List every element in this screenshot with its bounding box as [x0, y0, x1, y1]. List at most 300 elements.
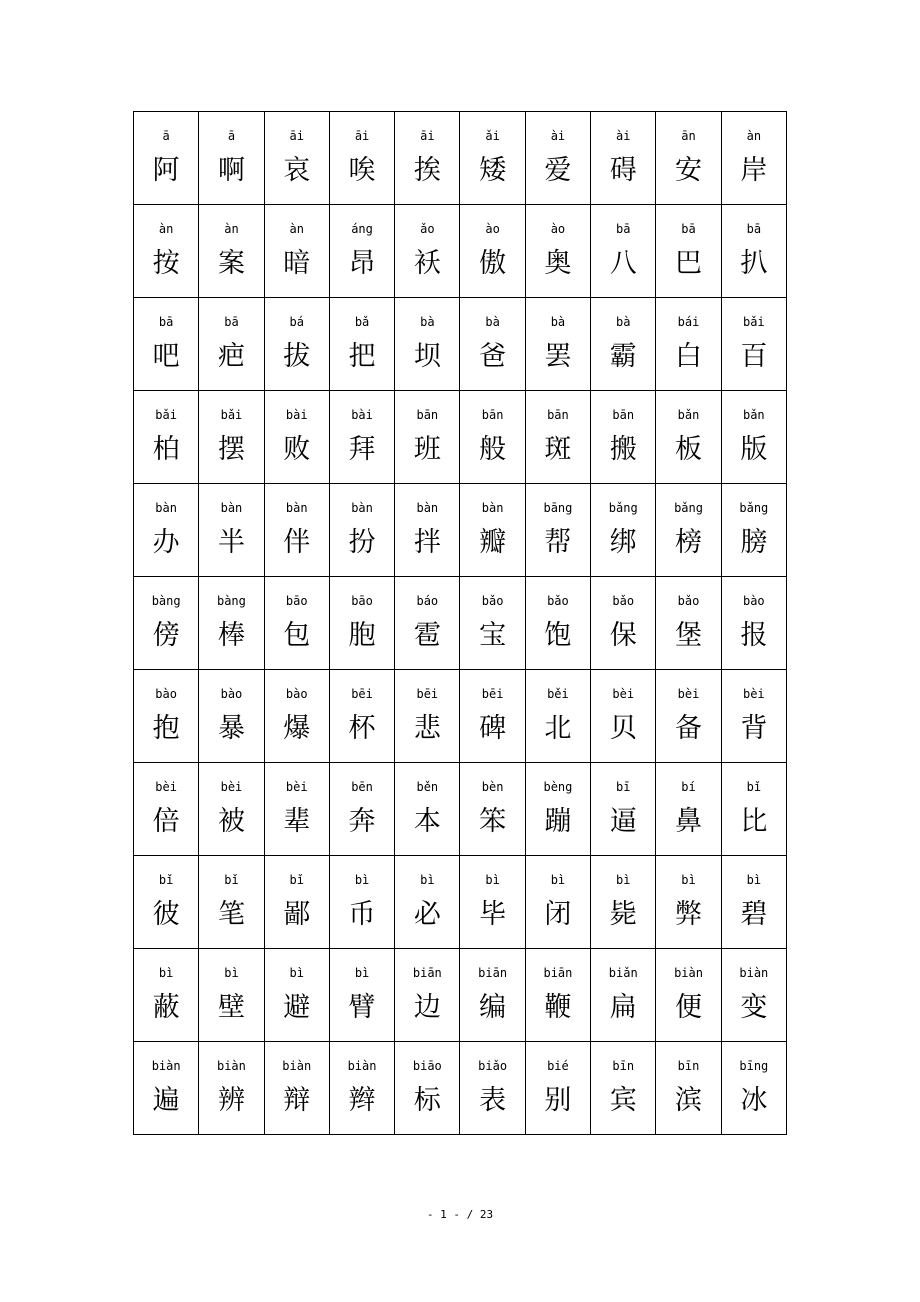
- hanzi-character: 辩: [283, 1085, 311, 1116]
- char-cell: [134, 949, 199, 1042]
- hanzi-character: 爸: [479, 341, 507, 372]
- hanzi-character: 碧: [740, 899, 768, 930]
- char-cell: [721, 391, 786, 484]
- hanzi-character: 被: [217, 806, 245, 837]
- pinyin-label: bái: [677, 315, 700, 329]
- pinyin-label: báo: [416, 594, 439, 608]
- hanzi-character: 毙: [609, 899, 637, 930]
- char-cell: [721, 205, 786, 298]
- char-cell: [395, 577, 460, 670]
- hanzi-character: 傍: [152, 620, 180, 651]
- table-body: [134, 112, 787, 1135]
- hanzi-character: 爆: [283, 713, 311, 744]
- char-cell: [591, 112, 656, 205]
- hanzi-character: 柏: [152, 434, 180, 465]
- char-cell: [329, 205, 394, 298]
- pinyin-label: biàn: [739, 966, 769, 980]
- pinyin-label: bēi: [416, 687, 439, 701]
- table-row: [134, 484, 787, 577]
- pinyin-label: bàn: [351, 501, 373, 515]
- pinyin-label: áng: [351, 222, 373, 236]
- char-cell: [134, 484, 199, 577]
- char-cell: [199, 391, 264, 484]
- char-cell: [329, 298, 394, 391]
- pinyin-label: bīn: [677, 1059, 700, 1073]
- hanzi-character: 壁: [217, 992, 245, 1023]
- pinyin-character-table: [133, 111, 787, 1135]
- char-cell: [134, 391, 199, 484]
- char-cell: [134, 1042, 199, 1135]
- char-cell: [721, 112, 786, 205]
- char-cell: [134, 763, 199, 856]
- pinyin-label: bēi: [351, 687, 373, 701]
- hanzi-character: 避: [283, 992, 311, 1023]
- pinyin-label: biàn: [282, 1059, 312, 1073]
- hanzi-character: 白: [675, 341, 703, 372]
- char-cell: [329, 577, 394, 670]
- char-cell: [264, 205, 329, 298]
- table-row: [134, 205, 787, 298]
- hanzi-character: 雹: [413, 620, 441, 651]
- pinyin-label: bì: [354, 873, 370, 887]
- pinyin-label: biǎo: [478, 1059, 508, 1073]
- pinyin-label: āi: [420, 129, 435, 143]
- pinyin-label: bié: [547, 1059, 569, 1073]
- hanzi-character: 唉: [348, 155, 376, 186]
- hanzi-character: 备: [675, 713, 703, 744]
- pinyin-label: àn: [158, 222, 174, 236]
- char-cell: [199, 856, 264, 949]
- hanzi-character: 斑: [544, 434, 572, 465]
- pinyin-label: bàn: [220, 501, 243, 515]
- char-cell: [264, 112, 329, 205]
- char-cell: [329, 1042, 394, 1135]
- pinyin-label: bà: [485, 315, 500, 329]
- char-cell: [395, 856, 460, 949]
- hanzi-character: 抱: [152, 713, 180, 744]
- char-cell: [525, 1042, 590, 1135]
- pinyin-label: biàn: [151, 1059, 181, 1073]
- pinyin-label: bǎo: [547, 594, 569, 608]
- hanzi-character: 本: [413, 806, 441, 837]
- char-cell: [199, 205, 264, 298]
- char-cell: [721, 484, 786, 577]
- char-cell: [395, 763, 460, 856]
- pinyin-label: bǎo: [481, 594, 504, 608]
- hanzi-character: 标: [413, 1085, 441, 1116]
- char-cell: [199, 1042, 264, 1135]
- hanzi-character: 蔽: [152, 992, 180, 1023]
- pinyin-label: bāo: [351, 594, 373, 608]
- hanzi-character: 弊: [675, 899, 703, 930]
- hanzi-character: 暗: [283, 248, 311, 279]
- pinyin-label: bèi: [155, 780, 177, 794]
- char-cell: [264, 391, 329, 484]
- char-cell: [460, 670, 525, 763]
- char-cell: [656, 1042, 721, 1135]
- pinyin-label: ào: [485, 222, 500, 236]
- char-cell: [591, 1042, 656, 1135]
- table-row: [134, 298, 787, 391]
- hanzi-character: 班: [413, 434, 441, 465]
- hanzi-character: 榜: [675, 527, 703, 558]
- char-cell: [134, 577, 199, 670]
- pinyin-label: bā: [681, 222, 696, 236]
- char-cell: [591, 484, 656, 577]
- table-row: [134, 391, 787, 484]
- hanzi-character: 棒: [217, 620, 245, 651]
- hanzi-character: 板: [675, 434, 703, 465]
- pinyin-label: bān: [612, 408, 635, 422]
- pinyin-label: bì: [616, 873, 631, 887]
- pinyin-label: bā: [158, 315, 174, 329]
- hanzi-character: 鼻: [675, 806, 703, 837]
- hanzi-character: 鄙: [283, 899, 311, 930]
- char-cell: [656, 391, 721, 484]
- hanzi-character: 便: [675, 992, 703, 1023]
- pinyin-label: biàn: [216, 1059, 246, 1073]
- hanzi-character: 岸: [740, 155, 768, 186]
- pinyin-label: běn: [416, 780, 439, 794]
- char-cell: [656, 577, 721, 670]
- char-cell: [329, 949, 394, 1042]
- char-cell: [264, 949, 329, 1042]
- pinyin-label: biāo: [412, 1059, 442, 1073]
- pinyin-label: àn: [746, 129, 762, 143]
- pinyin-label: bǐ: [224, 873, 239, 887]
- hanzi-character: 鞭: [544, 992, 572, 1023]
- char-cell: [591, 391, 656, 484]
- pinyin-label: ā: [227, 129, 236, 143]
- hanzi-character: 蹦: [544, 806, 572, 837]
- char-cell: [199, 112, 264, 205]
- char-cell: [460, 484, 525, 577]
- hanzi-character: 昂: [348, 248, 376, 279]
- char-cell: [721, 670, 786, 763]
- char-cell: [134, 112, 199, 205]
- hanzi-character: 霸: [609, 341, 637, 372]
- char-cell: [329, 763, 394, 856]
- hanzi-character: 搬: [609, 434, 637, 465]
- hanzi-character: 编: [479, 992, 507, 1023]
- hanzi-character: 贝: [609, 713, 637, 744]
- pinyin-label: bèi: [612, 687, 635, 701]
- pinyin-label: āi: [289, 129, 304, 143]
- char-cell: [264, 298, 329, 391]
- char-cell: [460, 949, 525, 1042]
- char-cell: [460, 763, 525, 856]
- hanzi-character: 般: [479, 434, 507, 465]
- pinyin-label: bèn: [481, 780, 504, 794]
- char-cell: [591, 577, 656, 670]
- pinyin-label: bì: [485, 873, 500, 887]
- char-cell: [395, 1042, 460, 1135]
- char-cell: [721, 763, 786, 856]
- hanzi-character: 拌: [413, 527, 441, 558]
- hanzi-character: 比: [740, 806, 768, 837]
- pinyin-label: bān: [416, 408, 439, 422]
- pinyin-label: bǐ: [289, 873, 304, 887]
- hanzi-character: 按: [152, 248, 180, 279]
- char-cell: [329, 670, 394, 763]
- hanzi-character: 吧: [152, 341, 180, 372]
- pinyin-label: bèng: [543, 780, 573, 794]
- hanzi-character: 冰: [740, 1085, 768, 1116]
- pinyin-label: bào: [155, 687, 177, 701]
- pinyin-label: ān: [681, 129, 696, 143]
- char-cell: [395, 205, 460, 298]
- char-cell: [134, 856, 199, 949]
- hanzi-character: 辈: [283, 806, 311, 837]
- char-cell: [460, 856, 525, 949]
- char-cell: [460, 577, 525, 670]
- char-cell: [721, 577, 786, 670]
- pinyin-label: bǎn: [677, 408, 700, 422]
- char-cell: [591, 298, 656, 391]
- hanzi-character: 逼: [609, 806, 637, 837]
- hanzi-character: 奥: [544, 248, 572, 279]
- pinyin-label: bàn: [285, 501, 308, 515]
- char-cell: [525, 205, 590, 298]
- pinyin-label: bá: [289, 315, 304, 329]
- char-cell: [656, 856, 721, 949]
- hanzi-character: 碑: [479, 713, 507, 744]
- char-cell: [264, 484, 329, 577]
- hanzi-character: 袄: [413, 248, 441, 279]
- hanzi-character: 胞: [348, 620, 376, 651]
- char-cell: [395, 949, 460, 1042]
- char-cell: [525, 577, 590, 670]
- hanzi-character: 摆: [217, 434, 245, 465]
- char-cell: [329, 112, 394, 205]
- pinyin-label: biān: [543, 966, 573, 980]
- char-cell: [525, 298, 590, 391]
- pinyin-label: bì: [681, 873, 696, 887]
- pinyin-label: ā: [162, 129, 170, 143]
- hanzi-character: 遍: [152, 1085, 180, 1116]
- char-cell: [460, 298, 525, 391]
- pinyin-label: bān: [547, 408, 569, 422]
- char-cell: [721, 856, 786, 949]
- pinyin-label: bān: [481, 408, 504, 422]
- char-cell: [656, 112, 721, 205]
- pinyin-label: bí: [681, 780, 696, 794]
- pinyin-label: bì: [224, 966, 239, 980]
- pinyin-label: bǎo: [612, 594, 635, 608]
- char-cell: [134, 205, 199, 298]
- pinyin-label: bàn: [416, 501, 439, 515]
- table-row: [134, 577, 787, 670]
- pinyin-label: ào: [550, 222, 566, 236]
- hanzi-character: 安: [675, 155, 703, 186]
- hanzi-character: 毕: [479, 899, 507, 930]
- hanzi-character: 案: [217, 248, 245, 279]
- hanzi-character: 版: [740, 434, 768, 465]
- hanzi-character: 边: [413, 992, 441, 1023]
- char-cell: [134, 298, 199, 391]
- hanzi-character: 悲: [413, 713, 441, 744]
- table-row: [134, 1042, 787, 1135]
- pinyin-label: bēi: [481, 687, 504, 701]
- table-row: [134, 856, 787, 949]
- pinyin-label: ài: [550, 129, 566, 143]
- hanzi-character: 杯: [348, 713, 376, 744]
- pinyin-label: bèi: [677, 687, 700, 701]
- pinyin-label: bào: [285, 687, 308, 701]
- pinyin-label: bāo: [285, 594, 308, 608]
- char-cell: [591, 949, 656, 1042]
- char-cell: [395, 484, 460, 577]
- char-cell: [656, 298, 721, 391]
- pinyin-label: bà: [550, 315, 566, 329]
- hanzi-character: 爱: [544, 155, 572, 186]
- hanzi-character: 必: [413, 899, 441, 930]
- char-cell: [329, 391, 394, 484]
- char-cell: [525, 949, 590, 1042]
- pinyin-label: àn: [224, 222, 239, 236]
- hanzi-character: 堡: [675, 620, 703, 651]
- page-number-footer: - 1 - / 23: [426, 1208, 494, 1221]
- hanzi-character: 奔: [348, 806, 376, 837]
- pinyin-label: bāng: [543, 501, 573, 515]
- hanzi-character: 扒: [740, 248, 768, 279]
- char-cell: [525, 484, 590, 577]
- hanzi-character: 啊: [217, 155, 245, 186]
- char-cell: [199, 670, 264, 763]
- pinyin-label: bǎng: [608, 501, 638, 515]
- hanzi-character: 伴: [283, 527, 311, 558]
- char-cell: [525, 856, 590, 949]
- pinyin-label: ài: [616, 129, 631, 143]
- char-cell: [329, 484, 394, 577]
- pinyin-label: bǎi: [742, 315, 765, 329]
- hanzi-character: 傲: [479, 248, 507, 279]
- char-cell: [656, 763, 721, 856]
- pinyin-label: bà: [420, 315, 435, 329]
- hanzi-character: 辫: [348, 1085, 376, 1116]
- hanzi-character: 暴: [217, 713, 245, 744]
- pinyin-label: bì: [420, 873, 435, 887]
- hanzi-character: 碍: [609, 155, 637, 186]
- pinyin-label: bǎo: [677, 594, 700, 608]
- hanzi-character: 表: [479, 1085, 507, 1116]
- hanzi-character: 保: [609, 620, 637, 651]
- hanzi-character: 报: [740, 620, 768, 651]
- char-cell: [721, 949, 786, 1042]
- char-cell: [199, 949, 264, 1042]
- char-cell: [591, 763, 656, 856]
- pinyin-label: bā: [746, 222, 762, 236]
- pinyin-label: bì: [158, 966, 174, 980]
- hanzi-character: 别: [544, 1085, 572, 1116]
- pinyin-label: bèi: [742, 687, 765, 701]
- pinyin-label: biàn: [347, 1059, 377, 1073]
- hanzi-character: 背: [740, 713, 768, 744]
- hanzi-character: 闭: [544, 899, 572, 930]
- hanzi-character: 矮: [479, 155, 507, 186]
- char-cell: [525, 391, 590, 484]
- pinyin-label: ǎo: [420, 222, 435, 236]
- hanzi-character: 宾: [609, 1085, 637, 1116]
- char-cell: [395, 112, 460, 205]
- hanzi-character: 滨: [675, 1085, 703, 1116]
- char-cell: [395, 298, 460, 391]
- hanzi-character: 彼: [152, 899, 180, 930]
- pinyin-label: bēn: [351, 780, 373, 794]
- hanzi-character: 哀: [283, 155, 311, 186]
- pinyin-label: biān: [478, 966, 508, 980]
- pinyin-label: àn: [289, 222, 304, 236]
- pinyin-label: bài: [285, 408, 308, 422]
- pinyin-label: bīng: [739, 1059, 769, 1073]
- char-cell: [264, 577, 329, 670]
- hanzi-character: 挨: [413, 155, 441, 186]
- char-cell: [460, 391, 525, 484]
- pinyin-label: ǎi: [485, 129, 500, 143]
- pinyin-label: biǎn: [608, 966, 638, 980]
- hanzi-character: 包: [283, 620, 311, 651]
- pinyin-label: bā: [224, 315, 239, 329]
- pinyin-label: biàn: [674, 966, 703, 980]
- pinyin-label: bàng: [216, 594, 246, 608]
- char-cell: [460, 205, 525, 298]
- pinyin-label: bì: [550, 873, 566, 887]
- char-cell: [656, 484, 721, 577]
- hanzi-character: 拜: [348, 434, 376, 465]
- hanzi-character: 百: [740, 341, 768, 372]
- hanzi-character: 辨: [217, 1085, 245, 1116]
- hanzi-character: 败: [283, 434, 311, 465]
- char-cell: [460, 112, 525, 205]
- pinyin-label: bèi: [285, 780, 308, 794]
- pinyin-label: bǎng: [739, 501, 769, 515]
- pinyin-label: āi: [354, 129, 370, 143]
- hanzi-character: 扮: [348, 527, 376, 558]
- hanzi-character: 八: [609, 248, 637, 279]
- pinyin-label: bǎn: [742, 408, 765, 422]
- hanzi-character: 笨: [479, 806, 507, 837]
- pinyin-label: bǐ: [746, 780, 762, 794]
- char-cell: [264, 763, 329, 856]
- hanzi-character: 币: [348, 899, 376, 930]
- char-cell: [199, 577, 264, 670]
- pinyin-label: bài: [351, 408, 373, 422]
- char-cell: [264, 1042, 329, 1135]
- char-cell: [395, 391, 460, 484]
- char-cell: [199, 298, 264, 391]
- pinyin-label: biān: [412, 966, 442, 980]
- hanzi-character: 瓣: [479, 527, 507, 558]
- char-cell: [721, 1042, 786, 1135]
- hanzi-character: 罢: [544, 341, 572, 372]
- char-cell: [134, 670, 199, 763]
- char-cell: [264, 856, 329, 949]
- table-row: [134, 763, 787, 856]
- hanzi-character: 坝: [413, 341, 441, 372]
- hanzi-character: 疤: [217, 341, 245, 372]
- table-row: [134, 670, 787, 763]
- pinyin-label: bǎ: [354, 315, 370, 329]
- hanzi-character: 膀: [740, 527, 768, 558]
- char-cell: [591, 856, 656, 949]
- char-cell: [591, 670, 656, 763]
- pinyin-label: bàn: [155, 501, 177, 515]
- hanzi-character: 巴: [675, 248, 703, 279]
- pinyin-label: bàng: [151, 594, 181, 608]
- char-cell: [656, 205, 721, 298]
- char-cell: [525, 670, 590, 763]
- hanzi-character: 臂: [348, 992, 376, 1023]
